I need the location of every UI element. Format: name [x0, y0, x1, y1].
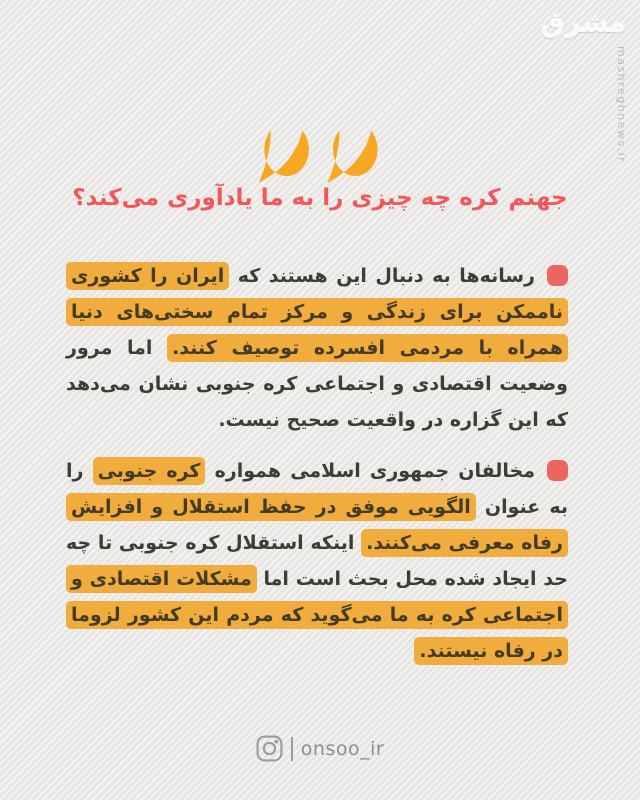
instagram-handle: onsoo_ir	[300, 737, 385, 760]
text-segment: اینکه استقلال کره جنوبی تا چه حد ایجاد شده محل بحث است اما	[66, 532, 568, 590]
highlighted-text: مشکلات اقتصادی و اجتماعی کره به ما می‌گوید که مردم این کشور لزوما در رفاه نیستند.	[66, 565, 568, 665]
quote-mark-wrap	[0, 83, 640, 185]
text-segment: اما مرور وضعیت اقتصادی و اجتماعی کره جنوبی نشان می‌دهد که این گزاره در واقعیت صحیح نیست.	[66, 337, 568, 431]
paragraph-list	[66, 258, 568, 684]
text-segment: رسانه‌ها به دنبال این هستند که	[237, 265, 535, 287]
footer-separator	[291, 737, 293, 761]
bullet-marker	[547, 265, 568, 286]
highlighted-text: ایران را کشوری ناممکن برای زندگی و مرکز تمام سختی‌های دنیا همراه با مردمی افسرده توصیف کنند.	[66, 262, 568, 362]
page-title: جهنم کره چه چیزی را به ما یادآوری می‌کند؟	[72, 185, 568, 211]
bullet-marker	[547, 460, 568, 481]
watermark-site-text: mashreghnews.ir	[615, 46, 628, 164]
highlighted-text: الگویی موفق در حفظ استقلال و افزایش رفاه معرفی می‌کنند.	[66, 493, 568, 557]
paragraph	[66, 258, 568, 438]
text-segment: را به عنوان	[66, 460, 568, 518]
footer	[0, 735, 640, 762]
paragraph	[66, 453, 568, 669]
text-segment: مخالفان جمهوری اسلامی همواره	[214, 460, 535, 482]
mashregh-logo: مشرق	[540, 8, 626, 39]
quote-icon	[255, 83, 385, 185]
highlighted-text: کره جنوبی	[93, 457, 206, 485]
instagram-icon	[256, 735, 283, 762]
